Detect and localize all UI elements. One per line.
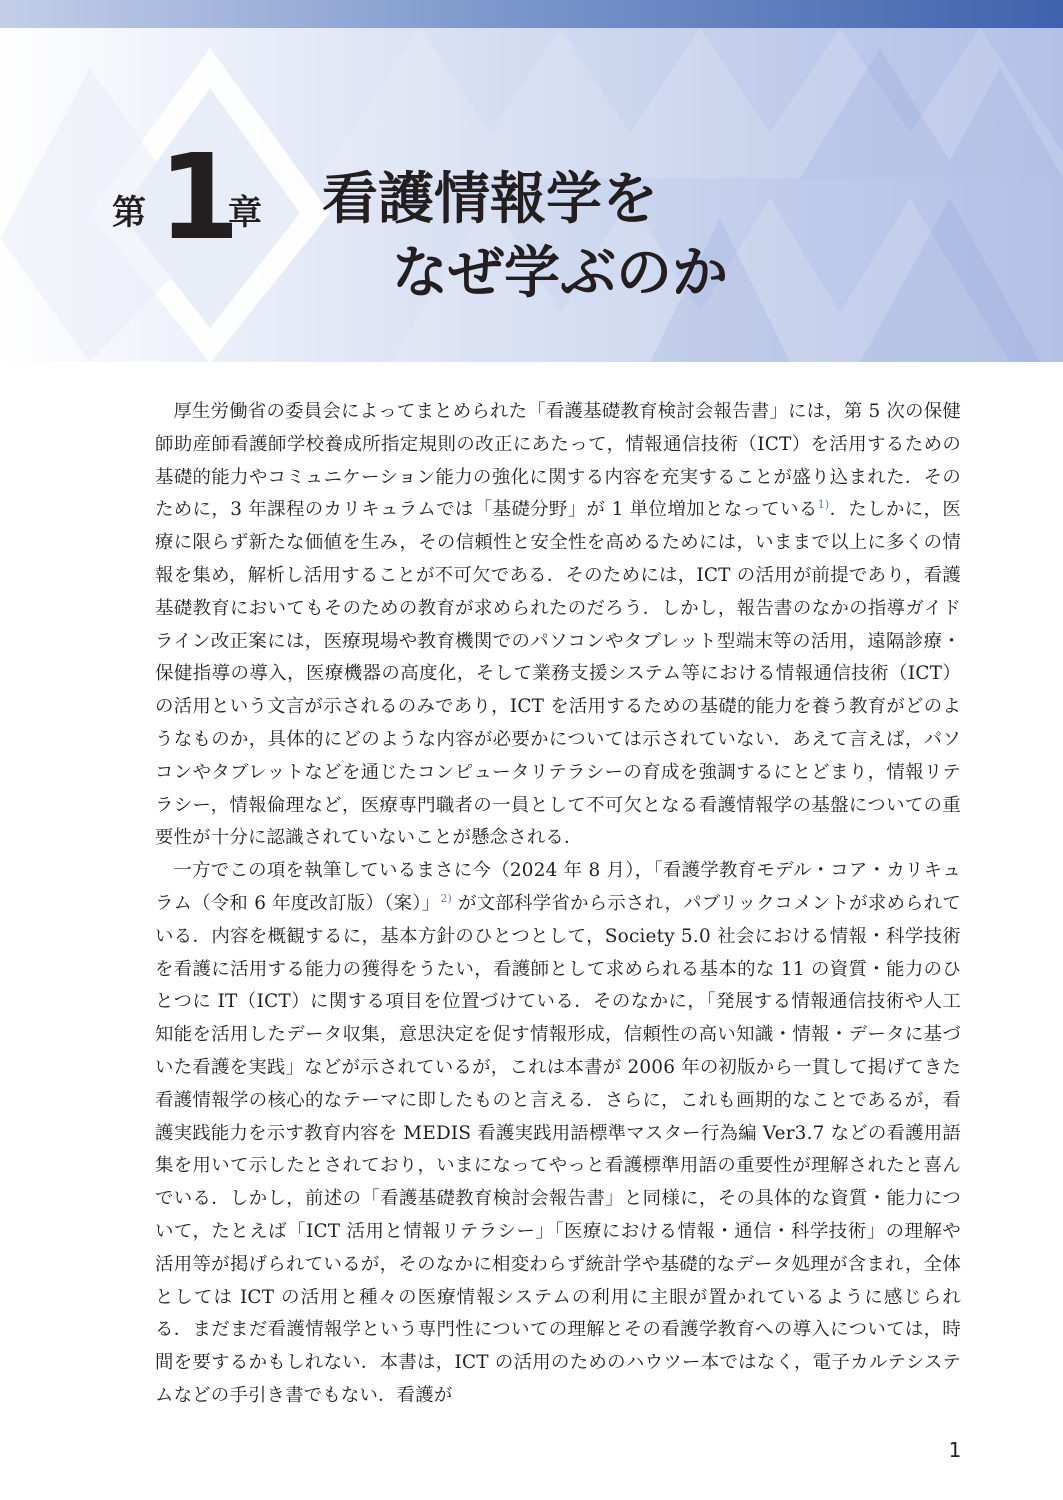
citation-marker[interactable]: 1)	[817, 498, 830, 512]
top-accent-bar	[0, 0, 1063, 28]
paragraph	[155, 855, 961, 1413]
chapter-title-line-2: なぜ学ぶのか	[392, 241, 728, 306]
paragraph-text: ．たしかに，医療に限らず新たな価値を生み，その信頼性と安全性を高めるためには，いままで以上に多くの情報を集め，解析し活用することが不可欠である．そのためには，ICT の活用が前提であり，看護基礎教育においてもそのための教育が求められたのだろう．しかし，報告書のなかの指導ガイドライン改正案には，医療現場や教育機関でのパソコンやタブレット型端末等の活用，遠隔診療・保健指導の導入，医療機器の高度化，そして業務支援システム等における情報通信技術（ICT）の活用という文言が示されるのみであり，ICT を活用するための基礎的能力を養う教育がどのようなものか，具体的にどのような内容が必要かについては示されていない．あえて言えば，パソコンやタブレットなどを通じたコンピュータリテラシーの育成を強調するにとどまり，情報リテラシー，情報倫理など，医療専門職者の一員として不可欠となる看護情報学の基盤についての重要性が十分に認識されていないことが懸念される．	[155, 499, 961, 849]
chapter-suffix: 章	[228, 193, 262, 233]
chapter-number: 1	[158, 128, 237, 266]
paragraph	[155, 396, 961, 855]
chapter-title-line-1: 看護情報学を	[322, 167, 658, 232]
chapter-prefix: 第	[112, 193, 146, 233]
page-number: 1	[948, 1438, 962, 1462]
paragraph-text: 一方でこの項を執筆しているまさに今（2024 年 8 月），「看護学教育モデル・コア・カリキュラム（令和 6 年度改訂版）（案）」	[155, 860, 961, 914]
body-text	[155, 396, 961, 1413]
citation-marker[interactable]: 2)	[440, 891, 453, 905]
chapter-title	[322, 163, 882, 311]
chapter-header	[0, 28, 1063, 362]
paragraph-text: が文部科学省から示され，パブリックコメントが求められている．内容を概観するに，基本方針のひとつとして，Society 5.0 社会における情報・科学技術を看護に活用する能力の獲得をうたい，看護師として求められる基本的な 11 の資質・能力のひとつに IT（ICT）に関する項目を位置づけている．そのなかに，「発展する情報通信技術や人工知能を活用したデータ収集，意思決定を促す情報形成，信頼性の高い知識・情報・データに基づいた看護を実践」などが示されているが，これは本書が 2006 年の初版から一貫して掲げてきた看護情報学の核心的なテーマに即したものと言える．さらに，これも画期的なことであるが，看護実践能力を示す教育内容を MEDIS 看護実践用語標準マスター行為編 Ver3.7 などの看護用語集を用いて示したとされており，いまになってやっと看護標準用語の重要性が理解されたと喜んでいる．しかし，前述の「看護基礎教育検討会報告書」と同様に，その具体的な資質・能力について，たとえば「ICT 活用と情報リテラシー」「医療における情報・通信・科学技術」の理解や活用等が掲げられているが，そのなかに相変わらず統計学や基礎的なデータ処理が含まれ，全体としては ICT の活用と種々の医療情報システムの利用に主眼が置かれているように感じられる．まだまだ看護情報学という専門性についての理解とその看護学教育への導入については，時間を要するかもしれない．本書は，ICT の活用のためのハウツー本ではなく，電子カルテシステムなどの手引き書でもない．看護が	[155, 892, 961, 1406]
paragraph-text: 厚生労働省の委員会によってまとめられた「看護基礎教育検討会報告書」には，第 5 次の保健師助産師看護師学校養成所指定規則の改正にあたって，情報通信技術（ICT）を活用するための基礎的能力やコミュニケーション能力の強化に関する内容を充実することが盛り込まれた．そのために，3 年課程のカリキュラムでは「基礎分野」が 1 単位増加となっている	[155, 401, 961, 521]
chapter-label	[110, 128, 270, 293]
